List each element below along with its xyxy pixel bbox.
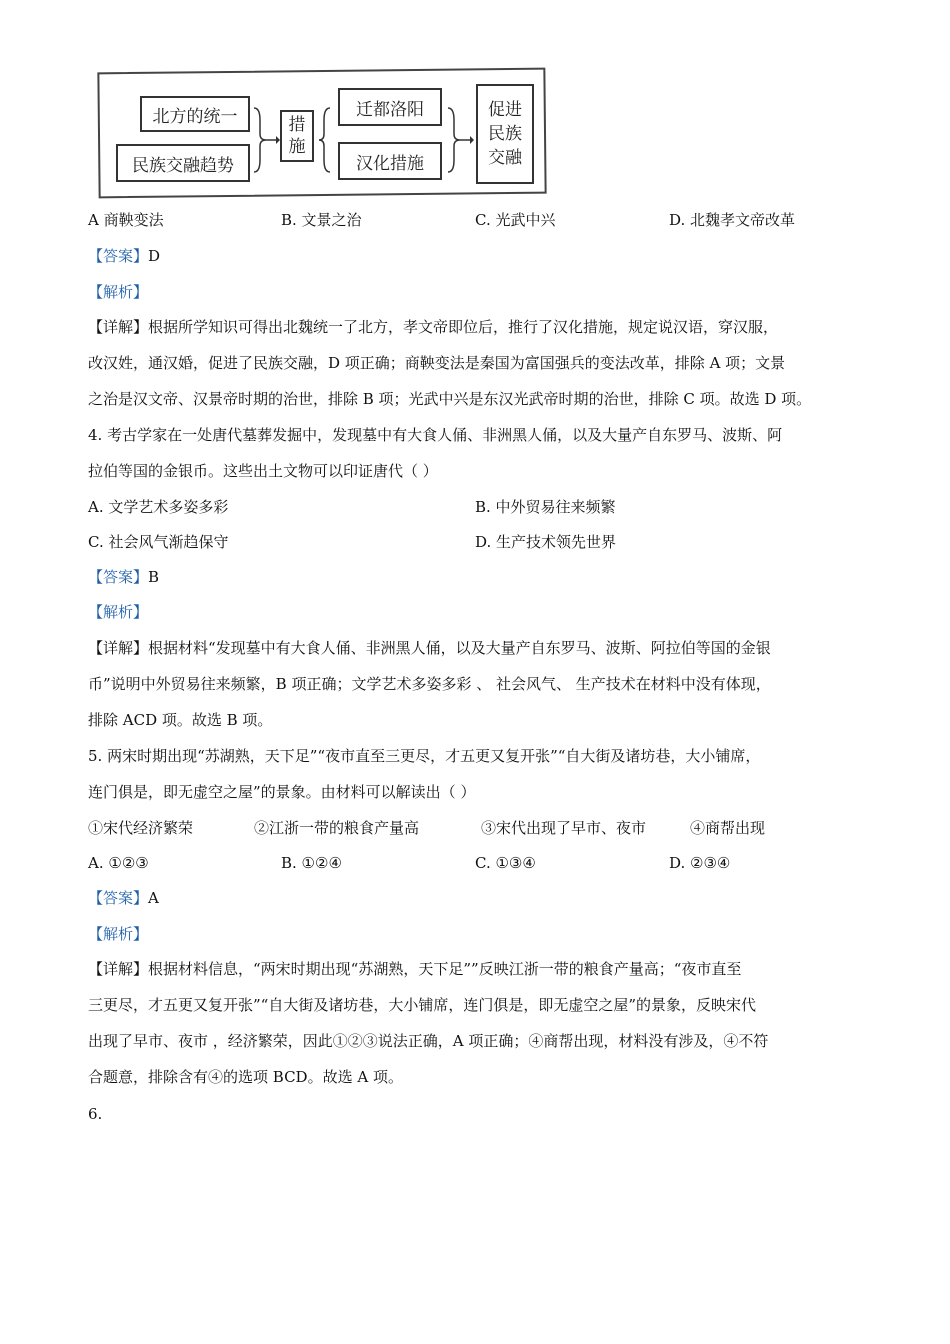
q5-statement-1: ①宋代经济繁荣 xyxy=(88,819,194,837)
q5-option-c: C. ①③④ xyxy=(475,854,536,872)
q4-analysis-label: 【解析】 xyxy=(88,603,149,621)
q5-analysis-label: 【解析】 xyxy=(88,925,149,943)
q3-option-c: C. 光武中兴 xyxy=(475,211,556,229)
diagram-box-north-unification: 北方的统一 xyxy=(140,96,250,132)
answer-value: B xyxy=(148,568,160,586)
measures-char-1: 措 xyxy=(288,115,306,135)
q3-option-b: B. 文景之治 xyxy=(281,211,362,229)
answer-label: 【答案】 xyxy=(88,247,149,265)
diagram-box-ethnic-trend: 民族交融趋势 xyxy=(116,144,250,182)
diagram-box-measures xyxy=(280,110,314,162)
promote-line-3: 交融 xyxy=(488,148,522,168)
q5-detail-line-2: 三更尽，才五更又复开张”“自大街及诸坊巷，大小铺席，连门俱是，即无虚空之屋”的景象，反映宋代 xyxy=(88,996,757,1014)
q3-detail-line-3: 之治是汉文帝、汉景帝时期的治世，排除 B 项；光武中兴是东汉光武帝时期的治世，排除 C 项。故选 D 项。 xyxy=(88,390,812,408)
diagram-box-sinicization: 汉化措施 xyxy=(338,142,442,180)
answer-value: A xyxy=(148,889,159,907)
answer-value: D xyxy=(148,247,161,265)
detail-text: 根据所学知识可得出北魏统一了北方，孝文帝即位后，推行了汉化措施，规定说汉语，穿汉服， xyxy=(148,318,779,336)
answer-label: 【答案】 xyxy=(88,889,149,907)
diagram-box-promote-fusion xyxy=(476,84,534,184)
q5-statement-2: ②江浙一带的粮食产量高 xyxy=(254,819,420,837)
q5-stem-line-2: 连门俱是，即无虚空之屋”的景象。由材料可以解读出（ ） xyxy=(88,783,476,801)
flow-diagram xyxy=(98,70,548,200)
q3-option-d: D. 北魏孝文帝改革 xyxy=(669,211,796,229)
q5-detail-line-1 xyxy=(88,959,741,979)
promote-line-2: 民族 xyxy=(488,124,522,144)
brace-icon xyxy=(316,100,338,180)
q4-option-b: B. 中外贸易往来频繁 xyxy=(475,498,616,516)
detail-label: 【详解】 xyxy=(88,960,149,978)
q3-answer xyxy=(88,246,160,266)
measures-char-2: 施 xyxy=(288,137,306,157)
q4-detail-line-3: 排除 ACD 项。故选 B 项。 xyxy=(88,711,273,729)
detail-text: 根据材料“发现墓中有大食人俑、非洲黑人俑，以及大量产自东罗马、波斯、阿拉伯等国的金银 xyxy=(148,639,771,657)
q3-detail-line-2: 改汉姓，通汉婚，促进了民族交融，D 项正确；商鞅变法是秦国为富国强兵的变法改革，排除 A 项；文景 xyxy=(88,354,786,372)
q5-answer xyxy=(88,888,159,908)
q4-option-c: C. 社会风气渐趋保守 xyxy=(88,533,229,551)
q4-detail-line-1 xyxy=(88,638,771,658)
q4-option-a: A. 文学艺术多姿多彩 xyxy=(88,498,229,516)
detail-label: 【详解】 xyxy=(88,318,149,336)
brace-arrow-icon xyxy=(250,100,280,180)
q5-statement-4: ④商帮出现 xyxy=(690,819,766,837)
brace-arrow-icon-2 xyxy=(444,100,476,180)
q4-stem-line-1: 4. 考古学家在一处唐代墓葬发掘中，发现墓中有大食人俑、非洲黑人俑，以及大量产自东罗马、波斯、阿 xyxy=(88,426,783,444)
q4-answer xyxy=(88,567,159,587)
diagram-box-move-capital: 迁都洛阳 xyxy=(338,88,442,126)
detail-label: 【详解】 xyxy=(88,639,149,657)
q5-detail-line-3: 出现了早市、夜市 ，经济繁荣，因此①②③说法正确，A 项正确；④商帮出现，材料没有涉及，④不符 xyxy=(88,1032,769,1050)
detail-text: 根据材料信息，“两宋时期出现“苏湖熟，天下足””反映江浙一带的粮食产量高；“夜市直至 xyxy=(148,960,742,978)
promote-line-1: 促进 xyxy=(488,100,522,120)
q4-detail-line-2: 币”说明中外贸易往来频繁，B 项正确；文学艺术多姿多彩 、 社会风气、 生产技术在材料中没有体现， xyxy=(88,675,771,693)
q5-detail-line-4: 合题意，排除含有④的选项 BCD。故选 A 项。 xyxy=(88,1068,403,1086)
answer-label: 【答案】 xyxy=(88,568,149,586)
q5-option-b: B. ①②④ xyxy=(281,854,342,872)
q5-stem-line-1: 5. 两宋时期出现“苏湖熟，天下足”“夜市直至三更尽，才五更又复开张”“自大街及诸坊巷，大小铺席， xyxy=(88,747,761,765)
q5-option-a: A. ①②③ xyxy=(88,854,149,872)
q5-statement-3: ③宋代出现了早市、夜市 xyxy=(481,819,647,837)
q3-option-a: A 商鞅变法 xyxy=(88,211,164,229)
q4-stem-line-2: 拉伯等国的金银币。这些出土文物可以印证唐代（ ） xyxy=(88,462,438,480)
q4-option-d: D. 生产技术领先世界 xyxy=(475,533,617,551)
q5-option-d: D. ②③④ xyxy=(669,854,731,872)
q3-analysis-label: 【解析】 xyxy=(88,283,149,301)
q3-detail-line-1 xyxy=(88,317,778,337)
q6-number: 6. xyxy=(88,1105,103,1123)
